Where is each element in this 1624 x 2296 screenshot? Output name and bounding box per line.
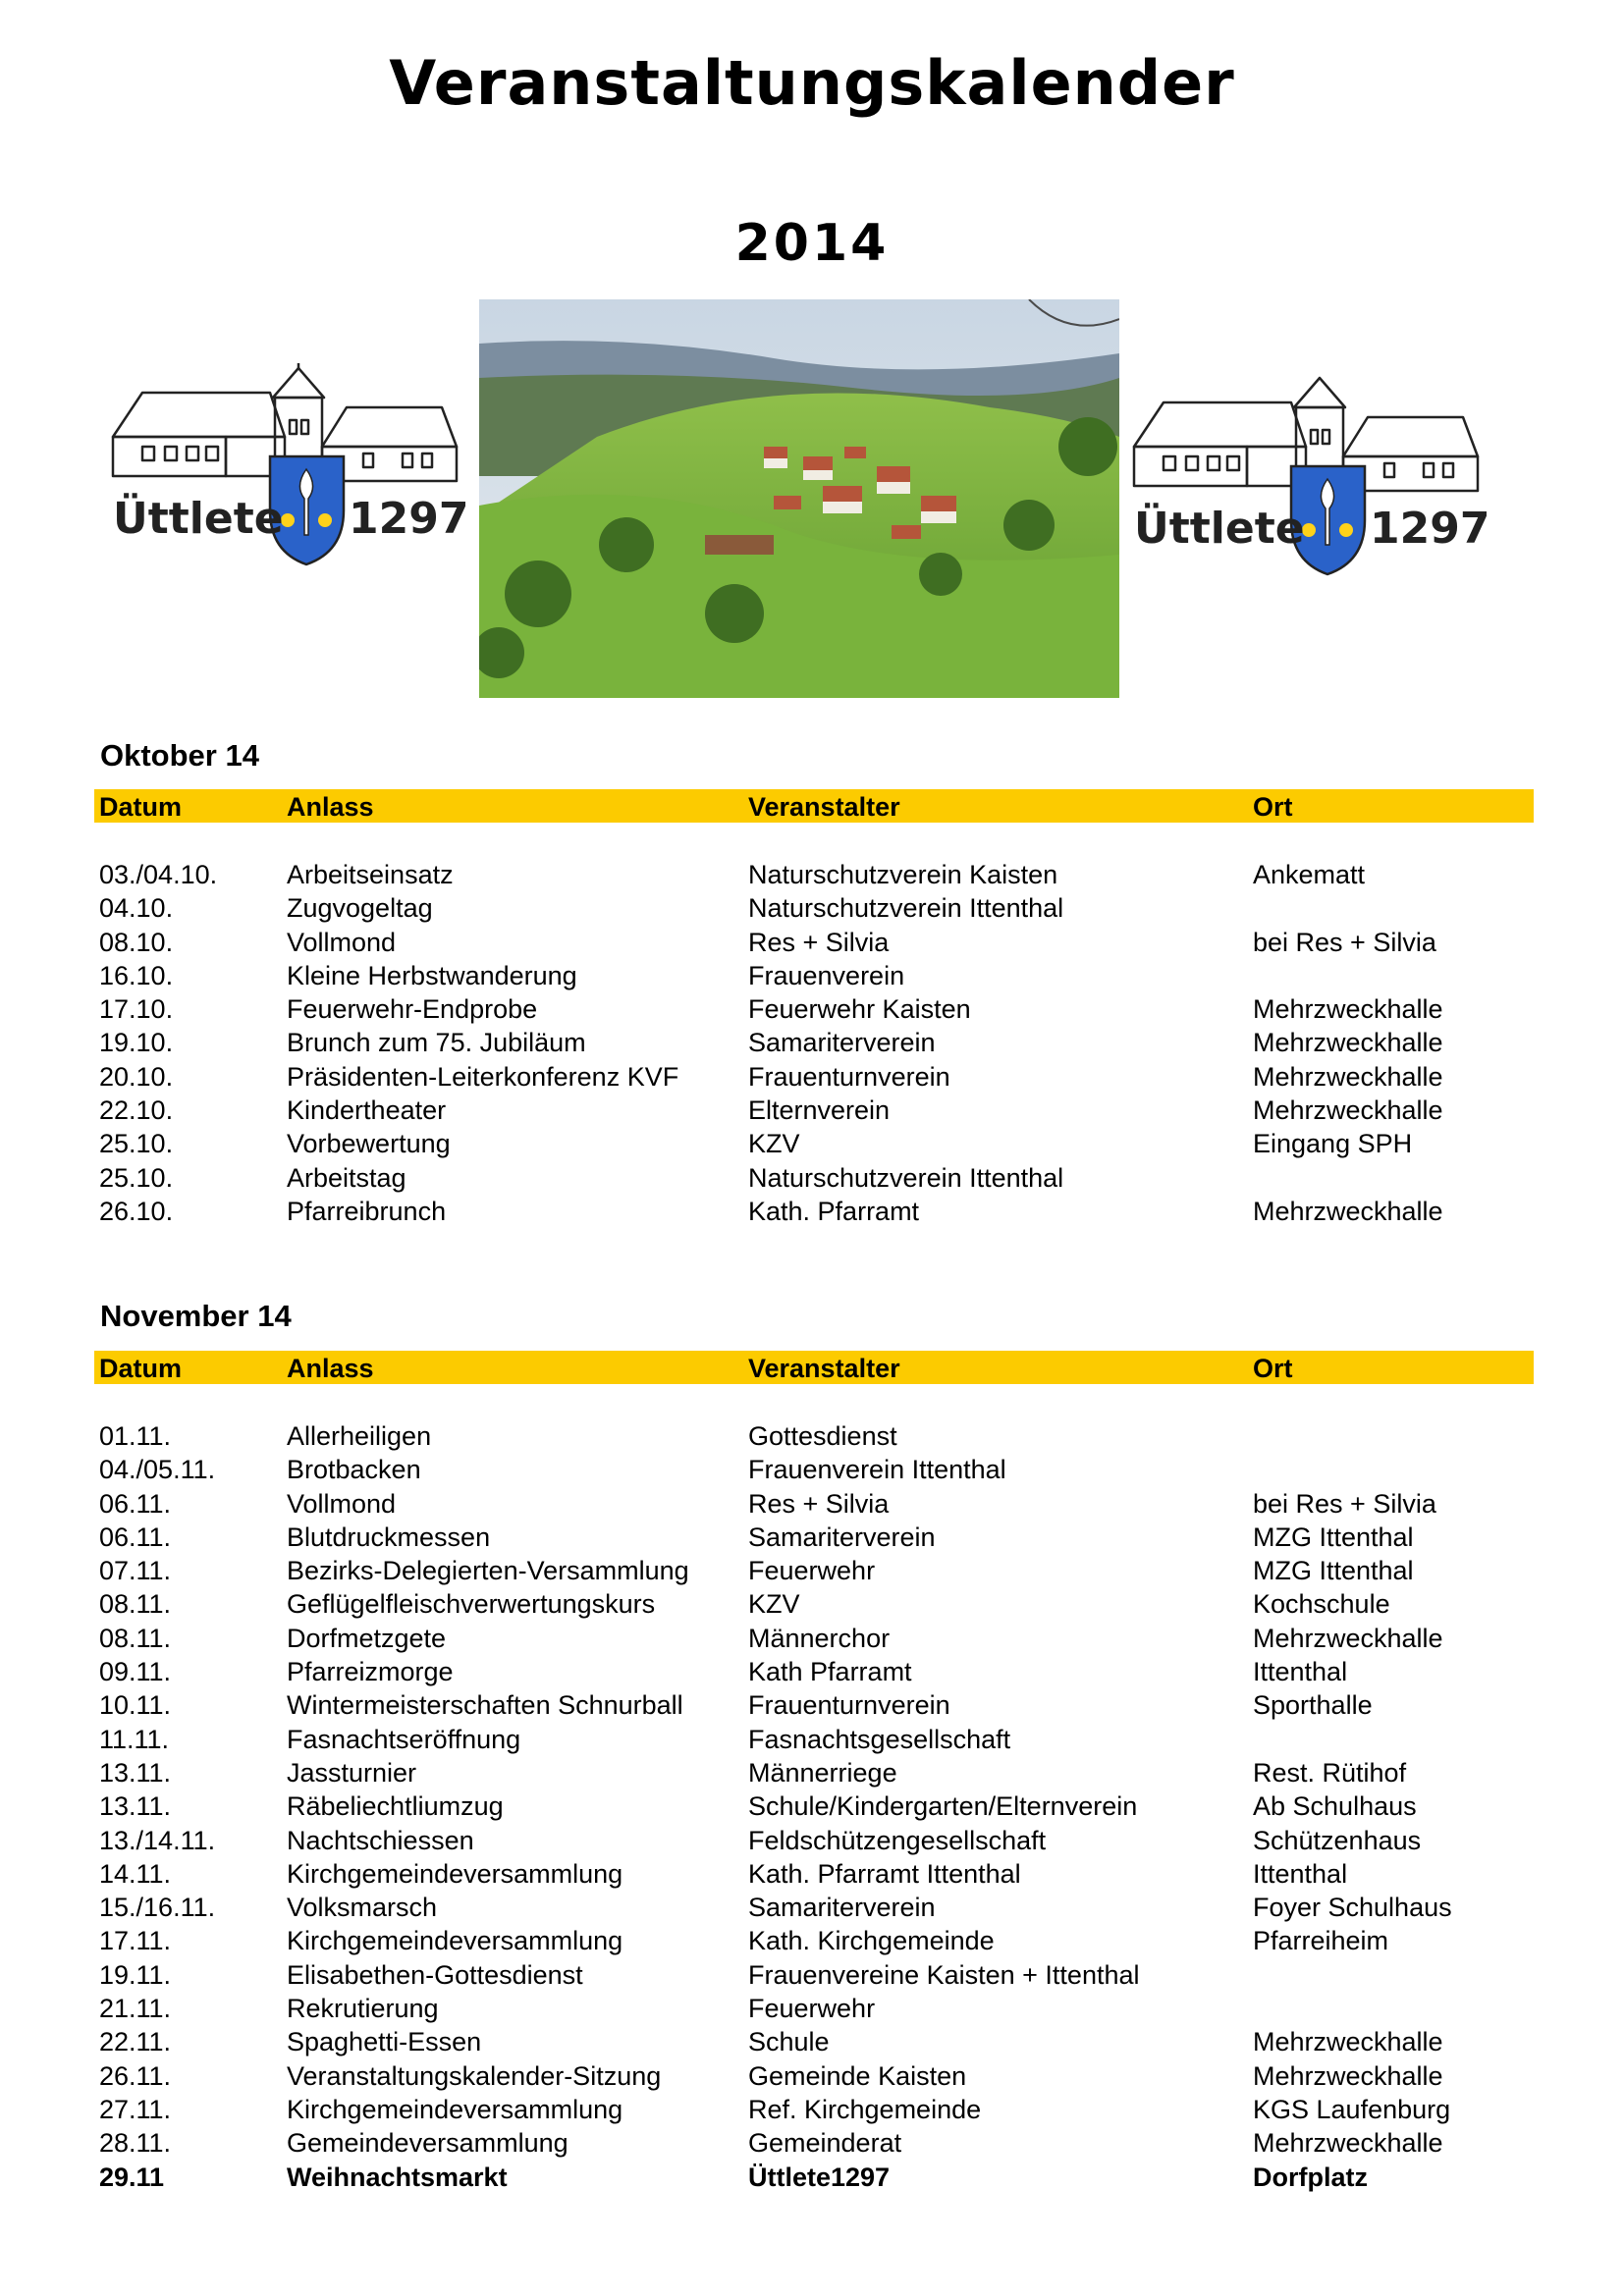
event-date: 06.11. bbox=[99, 1522, 172, 1552]
table-row bbox=[0, 959, 1624, 992]
event-organizer: Männerriege bbox=[748, 1757, 897, 1788]
col-ort-header: Ort bbox=[1253, 1354, 1293, 1383]
event-organizer: Frauenvereine Kaisten + Ittenthal bbox=[748, 1959, 1140, 1990]
event-location: Mehrzweckhalle bbox=[1253, 2027, 1443, 2057]
event-name: Fasnachtseröffnung bbox=[287, 1724, 521, 1754]
event-date: 22.10. bbox=[99, 1095, 174, 1126]
event-organizer: Frauenverein Ittenthal bbox=[748, 1455, 1006, 1485]
event-organizer: Samariterverein bbox=[748, 1893, 936, 1923]
table-row bbox=[0, 1958, 1624, 1992]
event-name: Allerheiligen bbox=[287, 1421, 432, 1451]
event-location: Pfarreiheim bbox=[1253, 1926, 1389, 1956]
event-location: Mehrzweckhalle bbox=[1253, 2060, 1443, 2091]
event-name: Veranstaltungskalender-Sitzung bbox=[287, 2060, 662, 2091]
table-row bbox=[0, 1060, 1624, 1094]
col-veranstalter-header: Veranstalter bbox=[748, 792, 900, 822]
event-name: Pfarreibrunch bbox=[287, 1196, 447, 1226]
event-name: Räbeliechtliumzug bbox=[287, 1791, 504, 1822]
year-heading: 2014 bbox=[734, 214, 890, 273]
event-location: Schützenhaus bbox=[1253, 1825, 1422, 1855]
event-date: 25.10. bbox=[99, 1162, 174, 1193]
event-name: Kirchgemeindeversammlung bbox=[287, 2094, 623, 2124]
event-organizer: Männerchor bbox=[748, 1623, 891, 1653]
event-location: Sporthalle bbox=[1253, 1690, 1373, 1721]
event-date: 10.11. bbox=[99, 1690, 172, 1721]
table-row bbox=[0, 1161, 1624, 1195]
event-location: KGS Laufenburg bbox=[1253, 2094, 1451, 2124]
event-organizer: Feuerwehr bbox=[748, 1556, 876, 1586]
event-name: Vorbewertung bbox=[287, 1129, 451, 1159]
event-date: 14.11. bbox=[99, 1858, 172, 1889]
event-name: Feuerwehr-Endprobe bbox=[287, 994, 538, 1025]
event-location: MZG Ittenthal bbox=[1253, 1556, 1414, 1586]
table-row bbox=[0, 1857, 1624, 1891]
event-name: Präsidenten-Leiterkonferenz KVF bbox=[287, 1061, 679, 1092]
table-row bbox=[0, 1992, 1624, 2025]
event-organizer: KZV bbox=[748, 1589, 800, 1620]
table-row bbox=[0, 926, 1624, 959]
event-organizer: Samariterverein bbox=[748, 1028, 936, 1058]
col-anlass-header: Anlass bbox=[287, 1354, 374, 1383]
event-location: Mehrzweckhalle bbox=[1253, 994, 1443, 1025]
village-logo-right bbox=[1129, 373, 1492, 584]
event-list-november bbox=[0, 1419, 1624, 2194]
event-date: 22.11. bbox=[99, 2027, 172, 2057]
event-date: 27.11. bbox=[99, 2094, 172, 2124]
event-location: Dorfplatz bbox=[1253, 2162, 1368, 2192]
event-organizer: Frauenverein bbox=[748, 960, 905, 990]
month-heading-oktober: Oktober 14 bbox=[100, 738, 259, 773]
table-row bbox=[0, 1195, 1624, 1228]
event-name: Elisabethen-Gottesdienst bbox=[287, 1959, 583, 1990]
event-date: 08.10. bbox=[99, 927, 174, 957]
event-name: Gemeindeversammlung bbox=[287, 2128, 568, 2159]
table-row bbox=[0, 1789, 1624, 1823]
table-row bbox=[0, 1127, 1624, 1160]
logo-year: 1297 bbox=[349, 494, 469, 544]
event-location: MZG Ittenthal bbox=[1253, 1522, 1414, 1552]
event-organizer: Naturschutzverein Kaisten bbox=[748, 860, 1058, 889]
event-location: Foyer Schulhaus bbox=[1253, 1893, 1452, 1923]
event-date: 13./14.11. bbox=[99, 1825, 216, 1855]
event-date: 15./16.11. bbox=[99, 1893, 216, 1923]
table-row bbox=[0, 1587, 1624, 1621]
event-location: Mehrzweckhalle bbox=[1253, 2128, 1443, 2159]
event-organizer: Ref. Kirchgemeinde bbox=[748, 2094, 982, 2124]
event-date: 06.11. bbox=[99, 1488, 172, 1519]
table-row bbox=[0, 1094, 1624, 1127]
village-landscape-photo bbox=[479, 299, 1119, 698]
event-date: 19.11. bbox=[99, 1959, 172, 1990]
event-date: 29.11 bbox=[99, 2162, 165, 2192]
table-header-oktober bbox=[94, 789, 1534, 823]
event-name: Kleine Herbstwanderung bbox=[287, 960, 577, 990]
event-organizer: Naturschutzverein Ittenthal bbox=[748, 1162, 1064, 1193]
event-organizer: Üttlete1297 bbox=[748, 2162, 891, 2192]
event-organizer: Feuerwehr bbox=[748, 1994, 876, 2024]
col-ort-header: Ort bbox=[1253, 792, 1293, 822]
event-date: 17.11. bbox=[99, 1926, 172, 1956]
table-row bbox=[0, 1655, 1624, 1688]
event-name: Rekrutierung bbox=[287, 1994, 439, 2024]
col-datum-header: Datum bbox=[99, 1354, 183, 1383]
event-name: Vollmond bbox=[287, 927, 397, 957]
event-organizer: Schule/Kindergarten/Elternverein bbox=[748, 1791, 1138, 1822]
event-date: 11.11. bbox=[99, 1724, 170, 1754]
event-date: 16.10. bbox=[99, 960, 174, 990]
event-location: Rest. Rütihof bbox=[1253, 1757, 1407, 1788]
event-date: 03./04.10. bbox=[99, 860, 218, 889]
event-organizer: Kath Pfarramt bbox=[748, 1657, 912, 1687]
table-row bbox=[0, 2161, 1624, 2194]
event-organizer: Kath. Kirchgemeinde bbox=[748, 1926, 995, 1956]
event-name: Nachtschiessen bbox=[287, 1825, 474, 1855]
event-organizer: Fasnachtsgesellschaft bbox=[748, 1724, 1011, 1754]
event-name: Volksmarsch bbox=[287, 1893, 438, 1923]
event-date: 08.11. bbox=[99, 1589, 172, 1620]
event-name: Arbeitseinsatz bbox=[287, 860, 454, 889]
event-date: 07.11. bbox=[99, 1556, 172, 1586]
col-anlass-header: Anlass bbox=[287, 792, 374, 822]
event-location: bei Res + Silvia bbox=[1253, 927, 1436, 957]
event-name: Bezirks-Delegierten-Versammlung bbox=[287, 1556, 689, 1586]
event-name: Brotbacken bbox=[287, 1455, 421, 1485]
event-name: Blutdruckmessen bbox=[287, 1522, 491, 1552]
event-location: bei Res + Silvia bbox=[1253, 1488, 1436, 1519]
table-row bbox=[0, 992, 1624, 1026]
event-organizer: Res + Silvia bbox=[748, 1488, 890, 1519]
event-organizer: Gemeinde Kaisten bbox=[748, 2060, 967, 2091]
table-row bbox=[0, 1688, 1624, 1722]
event-name: Kindertheater bbox=[287, 1095, 447, 1126]
event-organizer: Gemeinderat bbox=[748, 2128, 902, 2159]
table-header-november bbox=[94, 1351, 1534, 1384]
table-row bbox=[0, 1756, 1624, 1789]
table-row bbox=[0, 1554, 1624, 1587]
event-organizer: Samariterverein bbox=[748, 1522, 936, 1552]
table-row bbox=[0, 1521, 1624, 1554]
event-date: 13.11. bbox=[99, 1791, 172, 1822]
event-organizer: Res + Silvia bbox=[748, 927, 890, 957]
village-logo-left bbox=[108, 363, 471, 574]
event-date: 08.11. bbox=[99, 1623, 172, 1653]
event-date: 17.10. bbox=[99, 994, 174, 1025]
event-name: Spaghetti-Essen bbox=[287, 2027, 482, 2057]
logo-name: Üttlete bbox=[113, 494, 284, 544]
event-date: 04.10. bbox=[99, 893, 174, 924]
event-date: 28.11. bbox=[99, 2128, 172, 2159]
event-organizer: KZV bbox=[748, 1129, 800, 1159]
event-location: Mehrzweckhalle bbox=[1253, 1095, 1443, 1126]
event-location: Ankematt bbox=[1253, 860, 1366, 889]
event-organizer: Frauenturnverein bbox=[748, 1690, 950, 1721]
event-name: Geflügelfleischverwertungskurs bbox=[287, 1589, 656, 1620]
table-row bbox=[0, 1824, 1624, 1857]
event-location: Ittenthal bbox=[1253, 1858, 1348, 1889]
event-list-oktober bbox=[0, 858, 1624, 1228]
event-location: Mehrzweckhalle bbox=[1253, 1061, 1443, 1092]
logo-name: Üttlete bbox=[1134, 504, 1305, 554]
table-row bbox=[0, 2093, 1624, 2126]
event-location: Ittenthal bbox=[1253, 1657, 1348, 1687]
table-row bbox=[0, 891, 1624, 925]
event-location: Ab Schulhaus bbox=[1253, 1791, 1417, 1822]
event-name: Brunch zum 75. Jubiläum bbox=[287, 1028, 586, 1058]
event-location: Mehrzweckhalle bbox=[1253, 1028, 1443, 1058]
page-title: Veranstaltungskalender bbox=[389, 47, 1235, 119]
table-row bbox=[0, 1487, 1624, 1521]
event-organizer: Gottesdienst bbox=[748, 1421, 897, 1451]
month-heading-november: November 14 bbox=[100, 1299, 292, 1333]
table-row bbox=[0, 2126, 1624, 2160]
table-row bbox=[0, 1453, 1624, 1486]
event-organizer: Feldschützengesellschaft bbox=[748, 1825, 1047, 1855]
event-date: 09.11. bbox=[99, 1657, 172, 1687]
table-row bbox=[0, 858, 1624, 891]
table-row bbox=[0, 2059, 1624, 2093]
event-date: 04./05.11. bbox=[99, 1455, 216, 1485]
event-date: 20.10. bbox=[99, 1061, 174, 1092]
table-row bbox=[0, 1891, 1624, 1924]
event-location: Mehrzweckhalle bbox=[1253, 1196, 1443, 1226]
event-date: 21.11. bbox=[99, 1994, 172, 2024]
event-organizer: Kath. Pfarramt Ittenthal bbox=[748, 1858, 1021, 1889]
table-row bbox=[0, 1924, 1624, 1957]
event-name: Kirchgemeindeversammlung bbox=[287, 1858, 623, 1889]
event-organizer: Schule bbox=[748, 2027, 830, 2057]
event-name: Dorfmetzgete bbox=[287, 1623, 447, 1653]
event-date: 01.11. bbox=[99, 1421, 172, 1451]
event-date: 13.11. bbox=[99, 1757, 172, 1788]
event-organizer: Kath. Pfarramt bbox=[748, 1196, 920, 1226]
event-date: 26.11. bbox=[99, 2060, 172, 2091]
col-datum-header: Datum bbox=[99, 792, 183, 822]
event-organizer: Frauenturnverein bbox=[748, 1061, 950, 1092]
event-location: Mehrzweckhalle bbox=[1253, 1623, 1443, 1653]
event-date: 19.10. bbox=[99, 1028, 174, 1058]
event-location: Kochschule bbox=[1253, 1589, 1390, 1620]
event-name: Arbeitstag bbox=[287, 1162, 406, 1193]
event-name: Vollmond bbox=[287, 1488, 397, 1519]
event-name: Wintermeisterschaften Schnurball bbox=[287, 1690, 683, 1721]
col-veranstalter-header: Veranstalter bbox=[748, 1354, 900, 1383]
event-organizer: Elternverein bbox=[748, 1095, 891, 1126]
table-row bbox=[0, 2025, 1624, 2058]
table-row bbox=[0, 1622, 1624, 1655]
event-organizer: Naturschutzverein Ittenthal bbox=[748, 893, 1064, 924]
event-name: Pfarreizmorge bbox=[287, 1657, 454, 1687]
logo-year: 1297 bbox=[1370, 504, 1490, 554]
table-row bbox=[0, 1723, 1624, 1756]
table-row bbox=[0, 1419, 1624, 1453]
event-date: 25.10. bbox=[99, 1129, 174, 1159]
event-name: Jassturnier bbox=[287, 1757, 417, 1788]
event-date: 26.10. bbox=[99, 1196, 174, 1226]
table-row bbox=[0, 1026, 1624, 1059]
event-name: Kirchgemeindeversammlung bbox=[287, 1926, 623, 1956]
event-organizer: Feuerwehr Kaisten bbox=[748, 994, 971, 1025]
event-location: Eingang SPH bbox=[1253, 1129, 1413, 1159]
event-name: Zugvogeltag bbox=[287, 893, 433, 924]
event-name: Weihnachtsmarkt bbox=[287, 2162, 508, 2192]
